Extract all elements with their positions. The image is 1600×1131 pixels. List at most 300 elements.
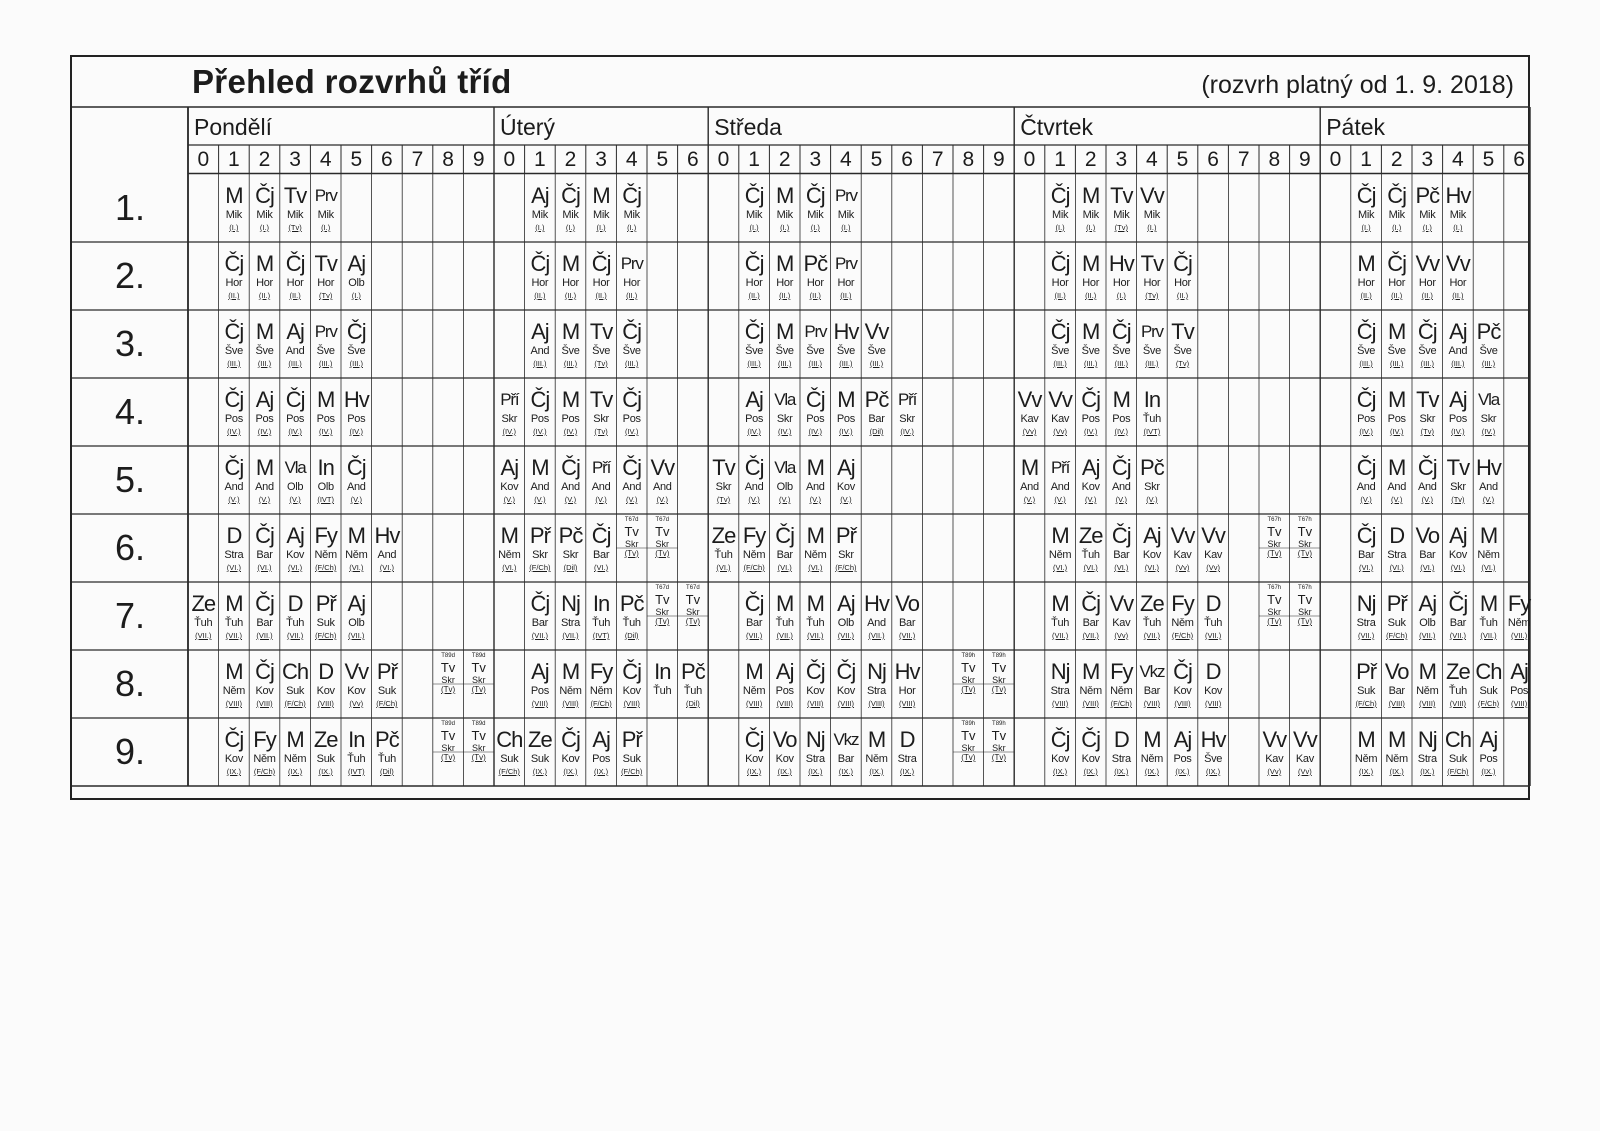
lesson-number: 8 (962, 148, 975, 171)
group: (VI.) (777, 563, 792, 572)
subject: Čj (255, 183, 274, 208)
teacher: Ťuh (683, 685, 702, 697)
group: (VII.) (745, 631, 763, 640)
group: (F/Ch) (590, 699, 612, 708)
lesson-number: 6 (381, 148, 393, 171)
teacher: Pos (836, 413, 855, 425)
group: (IX.) (747, 767, 762, 776)
lesson-number: 3 (1115, 148, 1128, 171)
group: (VI.) (226, 563, 241, 572)
subject: Tv (685, 592, 701, 607)
group: (III.) (1145, 359, 1159, 368)
group: (VIII) (1449, 699, 1467, 708)
teacher: Pos (775, 685, 794, 697)
group: (Tv) (594, 427, 608, 436)
subject: Pč (1140, 455, 1164, 480)
subject: Prv (834, 186, 857, 205)
group: (V.) (809, 495, 821, 504)
subject: Vv (1048, 387, 1072, 412)
group: (Dil) (869, 427, 884, 436)
subject: Fy (589, 659, 613, 684)
subject: Hv (894, 659, 920, 684)
subject: M (1388, 387, 1406, 412)
group: (Vv) (1114, 631, 1129, 640)
subject: Aj (1510, 659, 1528, 684)
lesson-number: 1 (748, 148, 760, 171)
group: (IX.) (1083, 767, 1098, 776)
teacher: Mik (807, 209, 824, 221)
teacher: Pos (561, 413, 580, 425)
subject: M (561, 251, 580, 276)
teacher: Kov (286, 549, 305, 561)
group: (I.) (1392, 223, 1402, 232)
subject: Tv (1446, 455, 1470, 480)
teacher: Mik (317, 209, 334, 221)
teacher: Pos (1448, 413, 1467, 425)
group: (V.) (258, 495, 271, 504)
group: (IX.) (1206, 767, 1221, 776)
teacher: Pos (530, 685, 549, 697)
group: (VIII) (776, 699, 793, 708)
subject: M (561, 387, 580, 412)
subject: Fy (742, 523, 766, 548)
group: (VII.) (562, 631, 579, 640)
group: (IVT) (592, 631, 610, 640)
subject: Př (835, 523, 856, 548)
group: (F/Ch) (621, 767, 643, 776)
lesson-number: 5 (350, 148, 363, 171)
teacher: Pos (286, 413, 305, 425)
group: (III.) (1481, 359, 1496, 368)
teacher: Hor (562, 277, 579, 289)
teacher: Hor (1418, 277, 1436, 289)
subject: Př (529, 523, 550, 548)
subject: Aj (1173, 727, 1192, 752)
teacher: Hor (623, 277, 641, 289)
room-code: T67h (1267, 517, 1282, 523)
group: (IX.) (1359, 767, 1374, 776)
room-code: T89d (441, 721, 455, 727)
group: (I.) (229, 223, 239, 232)
teacher: Šve (255, 345, 274, 357)
subject: Vv (1262, 727, 1287, 752)
subject: Prv (1140, 322, 1163, 341)
subject: Př (1356, 659, 1377, 684)
subject: Vo (895, 591, 919, 616)
group: (III.) (563, 359, 578, 368)
subject: Čj (744, 591, 764, 616)
subject: Ch (1475, 659, 1502, 684)
group: (Tv) (1297, 617, 1312, 626)
teacher: Hor (531, 277, 549, 289)
subject: M (225, 591, 243, 616)
subject: Pč (558, 523, 583, 548)
subject: Čj (1081, 591, 1101, 616)
subject: M (806, 455, 824, 480)
teacher: Mik (837, 209, 854, 221)
group: (I.) (780, 223, 790, 232)
group: (I.) (627, 223, 637, 232)
group: (Vv) (1053, 427, 1067, 436)
teacher: Mik (1388, 209, 1405, 221)
group: (IV.) (1451, 427, 1465, 436)
group: (IX.) (1053, 767, 1068, 776)
teacher: Olb (837, 617, 854, 629)
group: (Vv) (1267, 767, 1282, 776)
subject: Čj (1050, 319, 1070, 344)
teacher: Skr (532, 549, 548, 561)
subject: Tv (991, 728, 1007, 743)
subject: M (1479, 523, 1498, 548)
teacher: Skr (1267, 539, 1282, 549)
subject: Tv (624, 524, 639, 539)
lesson-number: 4 (319, 148, 332, 171)
teacher: Olb (348, 277, 365, 289)
subject: M (255, 251, 274, 276)
subject: Čj (1050, 727, 1070, 752)
teacher: And (377, 549, 397, 561)
group: (F/Ch) (498, 767, 520, 776)
subject: Čj (1356, 183, 1376, 208)
lesson-number: 8 (1268, 148, 1281, 171)
teacher: Něm (1079, 685, 1102, 697)
room-code: T67d (655, 585, 670, 591)
lesson-number: 7 (1237, 148, 1250, 171)
teacher: And (1417, 481, 1437, 493)
teacher: Šve (1479, 345, 1498, 357)
subject: Tv (471, 728, 486, 743)
subject: Čj (561, 727, 580, 752)
teacher: Stra (897, 753, 917, 765)
group: (F/Ch) (376, 699, 398, 708)
group: (IV.) (777, 427, 792, 436)
group: (IV.) (839, 427, 853, 436)
group: (V.) (656, 495, 668, 504)
teacher: Kav (1112, 617, 1131, 629)
subject: M (1357, 251, 1375, 276)
subject: Hv (833, 319, 859, 344)
subject: Př (621, 727, 642, 752)
group: (V.) (350, 495, 362, 504)
lesson-number: 2 (258, 148, 271, 171)
group: (I.) (1116, 291, 1126, 300)
subject: Fy (1110, 659, 1133, 684)
teacher: And (255, 481, 274, 493)
teacher: Skr (624, 539, 639, 549)
group: (V.) (748, 495, 760, 504)
room-code: T67d (686, 585, 700, 591)
teacher: Stra (1387, 549, 1407, 561)
group: (VIII) (225, 699, 243, 708)
group: (V.) (625, 495, 638, 504)
lesson-number: 1 (228, 148, 240, 171)
subject: Čj (1417, 319, 1437, 344)
subject: Aj (745, 387, 763, 412)
group: (IX.) (869, 767, 884, 776)
teacher: Ťuh (1479, 617, 1498, 629)
group: (Tv) (991, 685, 1006, 694)
group: (Tv) (440, 753, 456, 762)
subject: Čj (1173, 659, 1192, 684)
subject: Ch (496, 727, 523, 752)
teacher: Kov (347, 685, 366, 697)
subject: Ze (191, 591, 216, 616)
teacher: Hor (806, 277, 824, 289)
subject: Tv (589, 387, 613, 412)
group: (IX.) (532, 767, 547, 776)
teacher: And (805, 481, 825, 493)
subject: M (837, 387, 855, 412)
subject: M (776, 591, 794, 616)
subject: Nj (867, 659, 886, 684)
subject: Fy (253, 727, 276, 752)
teacher: Skr (471, 675, 486, 685)
teacher: Mik (592, 209, 610, 221)
group: (I.) (321, 223, 331, 232)
group: (VII.) (225, 631, 243, 640)
group: (VI.) (379, 563, 394, 572)
group: (IX.) (838, 767, 853, 776)
teacher: Ťuh (377, 753, 396, 765)
subject: In (348, 727, 365, 752)
group: (VI.) (1481, 563, 1496, 572)
subject: Tv (655, 592, 670, 607)
teacher: And (1020, 481, 1039, 493)
teacher: Bar (256, 617, 273, 629)
teacher: Pos (255, 413, 274, 425)
group: (III.) (778, 359, 792, 368)
subject: In (1143, 387, 1161, 412)
teacher: Hor (898, 685, 916, 697)
teacher: Bar (776, 549, 793, 561)
subject: Aj (286, 319, 304, 344)
subject: Vv (864, 319, 889, 344)
teacher: Olb (1419, 617, 1436, 629)
subject: Aj (286, 523, 304, 548)
subject: M (561, 319, 580, 344)
group: (VII.) (1082, 631, 1099, 640)
subject: Pří (1051, 458, 1070, 477)
group: (F/Ch) (835, 563, 857, 572)
group: (VII.) (1051, 631, 1069, 640)
group: (I.) (1422, 223, 1432, 232)
subject: Pč (681, 659, 705, 684)
teacher: Hor (1174, 277, 1191, 289)
subject: D (1205, 659, 1221, 684)
subject: Tv (1140, 251, 1164, 276)
teacher: Stra (1111, 753, 1131, 765)
lesson-number: 2 (1390, 148, 1403, 171)
lesson-number: 4 (840, 148, 852, 171)
subject: M (776, 183, 794, 208)
teacher: Hor (1143, 277, 1161, 289)
lesson-number: 4 (1452, 148, 1464, 171)
subject: M (776, 319, 794, 344)
subject: Ch (282, 659, 309, 684)
group: (VI.) (1144, 563, 1159, 572)
teacher: Něm (1171, 617, 1194, 629)
teacher: Hor (1388, 277, 1406, 289)
group: (F/Ch) (1355, 699, 1377, 708)
subject: Vla (1477, 390, 1499, 409)
group: (VIII) (1419, 699, 1436, 708)
lesson-number: 3 (595, 148, 607, 171)
teacher: Kav (1265, 753, 1284, 765)
group: (VI.) (1083, 563, 1098, 572)
group: (Tv) (716, 495, 731, 504)
room-code: T89h (961, 721, 976, 727)
teacher: Skr (1480, 413, 1497, 425)
timetable-sheet (70, 55, 1530, 800)
lesson-number: 6 (687, 148, 699, 171)
subject: Pří (500, 390, 519, 409)
group: (VII.) (868, 631, 885, 640)
subject: Čj (561, 455, 580, 480)
group: (VII.) (1419, 631, 1436, 640)
teacher: Mik (1419, 209, 1436, 221)
teacher: Kov (1142, 549, 1161, 561)
group: (VII.) (1449, 631, 1467, 640)
teacher: Mik (1051, 209, 1069, 221)
subject: Čj (530, 251, 550, 276)
group: (F/Ch) (1386, 631, 1408, 640)
subject: Vv (1109, 591, 1134, 616)
subject: Čj (591, 251, 611, 276)
group: (VIII) (1204, 699, 1222, 708)
subject: D (1389, 523, 1405, 548)
group: (VI.) (502, 563, 517, 572)
group: (IV.) (533, 427, 547, 436)
subject: Prv (620, 254, 643, 273)
subject: Tv (1297, 524, 1313, 539)
group: (VIII) (807, 699, 824, 708)
subject: Hv (1108, 251, 1134, 276)
teacher: Bar (745, 617, 763, 629)
teacher: Něm (345, 549, 368, 561)
teacher: Mik (562, 209, 579, 221)
subject: Čj (622, 387, 642, 412)
subject: Vo (1415, 523, 1440, 548)
subject: Ze (1078, 523, 1103, 548)
group: (III.) (869, 359, 884, 368)
group: (V.) (1115, 495, 1127, 504)
group: (Tv) (655, 549, 670, 558)
group: (IX.) (900, 767, 915, 776)
teacher: Pos (316, 413, 335, 425)
teacher: Šve (1357, 345, 1376, 357)
subject: Tv (1267, 592, 1282, 607)
lesson-number: 9 (472, 148, 485, 171)
group: (V.) (778, 495, 791, 504)
group: (Tv) (288, 223, 302, 232)
subject: Tv (961, 728, 976, 743)
group: (I.) (1055, 223, 1065, 232)
subject: Vkz (833, 730, 859, 749)
teacher: Bar (1357, 549, 1375, 561)
group: (VI.) (257, 563, 272, 572)
group: (III.) (1359, 359, 1373, 368)
teacher: Kav (1051, 413, 1070, 425)
teacher: Suk (1448, 753, 1467, 765)
teacher: Kov (500, 481, 519, 493)
subject: Vla (284, 458, 306, 477)
group: (VI.) (288, 563, 303, 572)
subject: M (255, 455, 274, 480)
group: (IV.) (624, 427, 639, 436)
group: (Tv) (471, 753, 486, 762)
subject: M (225, 659, 243, 684)
subject: Aj (837, 455, 855, 480)
group: (V.) (289, 495, 301, 504)
subject: Tv (1267, 524, 1282, 539)
teacher: Skr (1267, 607, 1282, 617)
subject: M (1020, 455, 1039, 480)
group: (Tv) (1451, 495, 1465, 504)
subject: M (1388, 455, 1406, 480)
subject: Nj (805, 727, 825, 752)
teacher: Hor (745, 277, 763, 289)
group: (Dil) (563, 563, 578, 572)
subject: D (287, 591, 303, 616)
group: (IV.) (747, 427, 761, 436)
subject: Čj (224, 727, 244, 752)
teacher: Něm (1354, 753, 1378, 765)
teacher: Něm (559, 685, 582, 697)
subject: Ze (1446, 659, 1470, 684)
group: (Tv) (991, 753, 1006, 762)
lesson-number: 9 (993, 148, 1005, 171)
teacher: Bar (837, 753, 854, 765)
subject: M (1357, 727, 1375, 752)
subject: Čj (744, 183, 764, 208)
group: (IV.) (318, 427, 333, 436)
subject: M (500, 523, 518, 548)
subject: Aj (500, 455, 519, 480)
group: (I.) (351, 291, 361, 300)
teacher: Pos (347, 413, 366, 425)
teacher: Hor (1082, 277, 1100, 289)
subject: Vla (774, 390, 796, 409)
teacher: Suk (622, 753, 641, 765)
teacher: Hor (225, 277, 243, 289)
teacher: Bar (868, 413, 885, 425)
subject: Tv (440, 728, 456, 743)
group: (Vv) (1298, 767, 1312, 776)
subject: Čj (1111, 523, 1131, 548)
group: (I.) (1086, 223, 1096, 232)
subject: Čj (775, 523, 795, 548)
teacher: Bar (1113, 549, 1130, 561)
subject: D (1113, 727, 1129, 752)
group: (Dil) (686, 699, 700, 708)
group: (III.) (288, 359, 302, 368)
group: (F/Ch) (1171, 631, 1194, 640)
teacher: Suk (530, 753, 549, 765)
teacher: And (622, 481, 642, 493)
group: (VI.) (1053, 563, 1068, 572)
teacher: Pos (1479, 753, 1498, 765)
subject: Aj (837, 591, 855, 616)
teacher: Ťuh (1142, 617, 1161, 629)
teacher: And (346, 481, 366, 493)
subject: Vv (650, 455, 675, 480)
teacher: And (530, 345, 550, 357)
subject: Pč (803, 251, 828, 276)
teacher: Šve (561, 345, 580, 357)
subject: Tv (314, 251, 337, 276)
day-name-0: Pondělí (194, 114, 273, 140)
group: (IV.) (227, 427, 241, 436)
